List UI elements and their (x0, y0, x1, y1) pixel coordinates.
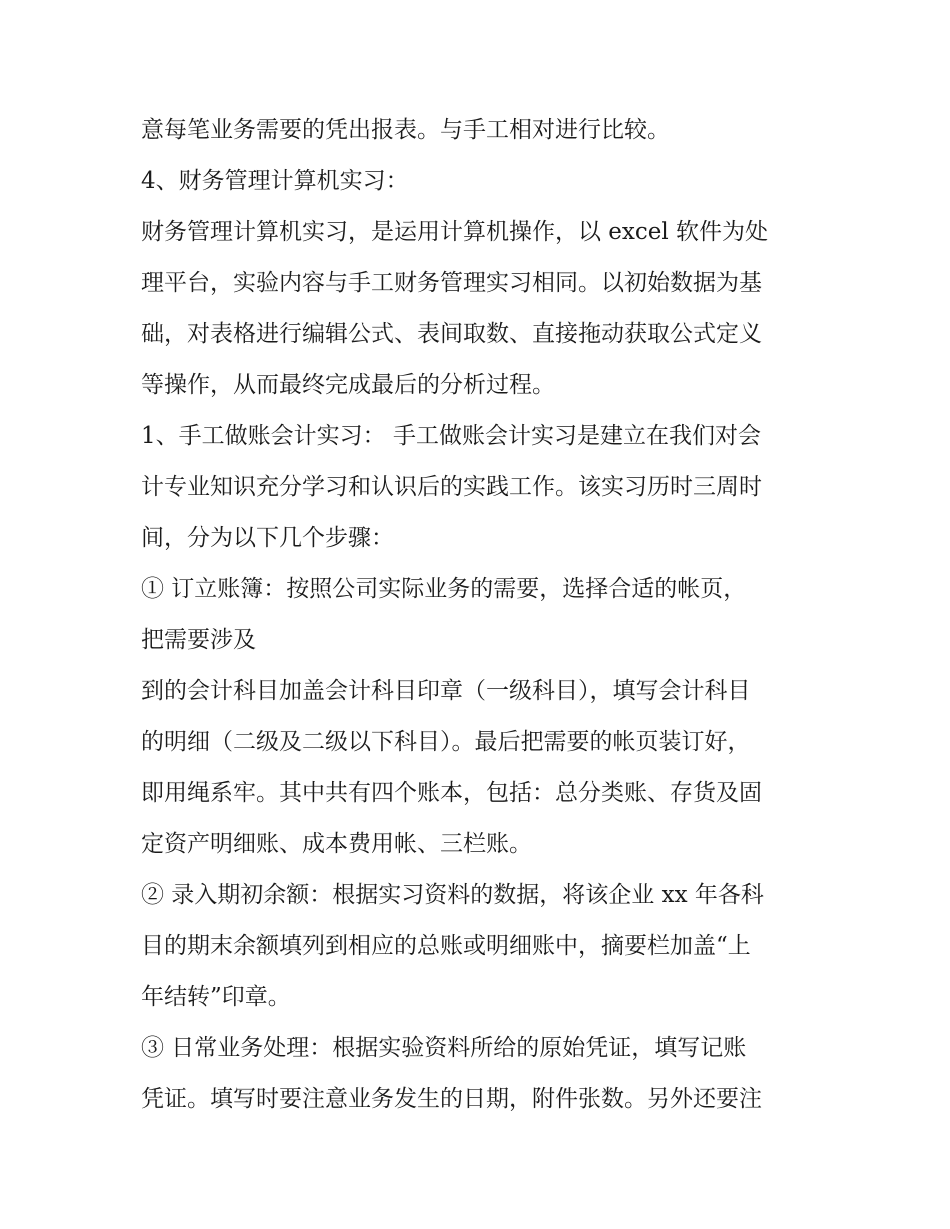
text-line: 到的会计科目加盖会计科目印章（一级科目），填写会计科目 (141, 678, 751, 704)
text-line: 理平台，实验内容与手工财务管理实习相同。以初始数据为基 (141, 270, 762, 296)
text-line: ③ 日常业务处理：根据实验资料所给的原始凭证，填写记账 (141, 1035, 747, 1061)
section-heading: 4、财务管理计算机实习： (141, 168, 409, 194)
text-line: 等操作，从而最终完成最后的分析过程。 (141, 372, 555, 398)
text-line: 年结转”印章。 (141, 984, 291, 1010)
text-line: ① 订立账簿：按照公司实际业务的需要，选择合适的帐页， (141, 576, 747, 602)
text-line: 即用绳系牢。其中共有四个账本，包括：总分类账、存货及固 (141, 780, 762, 806)
text-line: 目的期末余额填列到相应的总账或明细账中，摘要栏加盖“上 (141, 933, 751, 959)
text-line: 计专业知识充分学习和认识后的实践工作。该实习历时三周时 (141, 474, 762, 500)
text-line: 把需要涉及 (141, 627, 256, 653)
text-line: ② 录入期初余额：根据实习资料的数据，将该企业 xx 年各科 (141, 882, 764, 908)
text-line: 意每笔业务需要的凭出报表。与手工相对进行比较。 (141, 117, 670, 143)
text-line: 的明细（二级及二级以下科目）。最后把需要的帐页装订好， (141, 729, 751, 755)
text-line: 础，对表格进行编辑公式、表间取数、直接拖动获取公式定义 (141, 321, 762, 347)
text-line: 财务管理计算机实习，是运用计算机操作，以 excel 软件为处 (141, 219, 769, 245)
text-line: 定资产明细账、成本费用帐、三栏账。 (141, 831, 532, 857)
text-line: 凭证。填写时要注意业务发生的日期，附件张数。另外还要注 (141, 1086, 762, 1112)
text-line: 1、手工做账会计实习： 手工做账会计实习是建立在我们对会 (141, 423, 761, 449)
text-line: 间，分为以下几个步骤： (141, 525, 394, 551)
